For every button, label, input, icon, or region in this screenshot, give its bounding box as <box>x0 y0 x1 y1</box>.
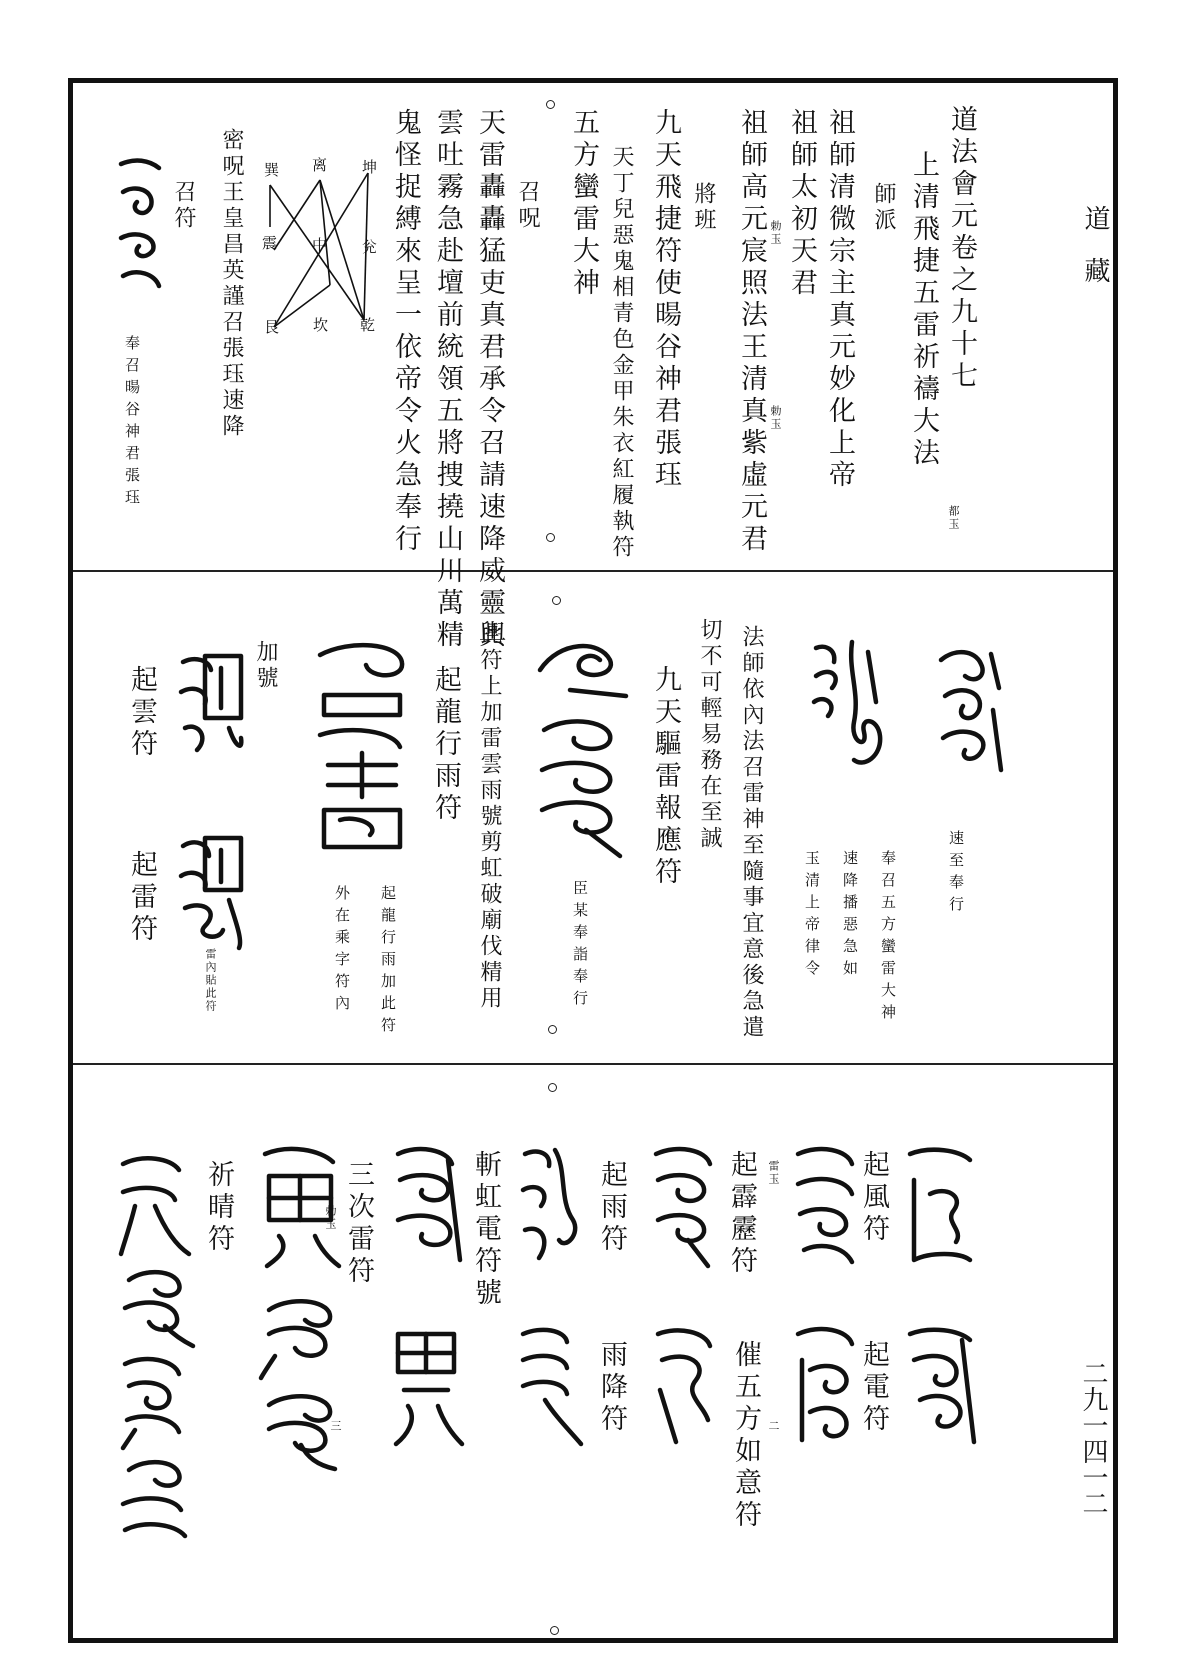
talisman-note: 玉清上帝律令 <box>803 850 821 982</box>
response-note: 臣某奉詣奉行 <box>571 880 589 1012</box>
talisman-glyph-fair-1 <box>115 1150 195 1260</box>
talisman-glyph-response <box>530 630 630 860</box>
talisman-glyph-fair-3 <box>115 1350 195 1450</box>
section-divider-2 <box>73 1063 1113 1065</box>
dharma-instruction: 切不可輕易務在至誠 <box>697 618 722 852</box>
rain-talisman-title: 起雨符 <box>596 1160 627 1256</box>
trigram-diagram <box>240 155 380 355</box>
masters-heading: 師派 <box>871 182 896 234</box>
dragon-note: 外在乘字符內 <box>333 885 351 1017</box>
collection-label: 道 藏 <box>1080 205 1110 283</box>
master-note: 勅玉 <box>769 405 782 431</box>
trigram-li: 离 <box>312 156 328 174</box>
mark-thunder-2: 勅玉 <box>324 1205 337 1231</box>
talisman-glyph-lightning <box>900 1320 980 1450</box>
trigram-gen: 艮 <box>264 318 280 336</box>
talisman-glyph-dragon <box>310 635 410 855</box>
talisman-glyph-rain-2 <box>648 1320 718 1450</box>
mark-two: 二 <box>767 1420 780 1433</box>
binding-dot <box>546 533 555 542</box>
rain-fall-talisman-title: 雨降符 <box>596 1340 627 1436</box>
talisman-glyph-fair-4 <box>115 1450 195 1550</box>
cloud-talisman-title: 起雲符 <box>126 665 157 761</box>
binding-dot <box>548 1083 557 1092</box>
add-heading: 加號 <box>253 640 278 692</box>
incantation-line: 天雷轟轟猛吏真君承令召請速降威靈輿 <box>474 108 505 652</box>
incantation-line: 鬼怪捉縛來呈一依帝令火急奉行 <box>390 108 421 556</box>
binding-dot <box>546 100 555 109</box>
talisman-glyph-rainbow-2 <box>388 1320 468 1450</box>
master-note: 勅玉 <box>769 220 782 246</box>
master-entry: 祖師高元宸照法王清真紫虛元君 <box>736 108 767 556</box>
page-number: 二九一四一二 <box>1078 1360 1108 1516</box>
trigram-kun: 坤 <box>362 158 378 176</box>
thunder-god: 五方蠻雷大神 <box>568 108 599 300</box>
thunder-talisman-title: 起雷符 <box>126 850 157 946</box>
trigram-dui: 兊 <box>362 238 378 256</box>
generals-heading: 將班 <box>691 182 716 234</box>
trigram-qian: 乾 <box>360 316 376 334</box>
method-title: 上清飛捷五雷祈禱大法 <box>908 150 939 470</box>
talisman-glyph-cloud <box>175 648 245 758</box>
fair-weather-title: 祈晴符 <box>203 1160 234 1256</box>
summon-talisman-glyph <box>115 150 165 290</box>
dragon-talisman-title: 起龍行雨符 <box>430 665 461 825</box>
general-description: 天丁兒惡鬼相青色金甲朱衣紅履執符 <box>609 145 634 561</box>
talisman-glyph-sleet <box>790 1140 860 1270</box>
talisman-glyph-rainbow-1 <box>388 1140 468 1270</box>
talisman-note: 速降播惡急如 <box>841 850 859 982</box>
talisman-glyph-rain-3 <box>515 1140 585 1270</box>
talisman-note: 奉召五方蠻雷大神 <box>879 850 897 1026</box>
volume-title: 道法會元卷之九十七 <box>946 105 977 393</box>
binding-dot <box>550 1626 559 1635</box>
dharma-instruction: 法師依內法召雷神至隨事宜意後急遣 <box>739 625 764 1041</box>
talisman-glyph-wish <box>790 1320 860 1450</box>
thunder-note: 雷內貼此符 <box>204 948 217 1013</box>
rainbow-talisman-title: 斬虹電符號 <box>470 1150 501 1310</box>
secret-spell: 密呪王皇昌英謹召張珏速降 <box>219 128 244 440</box>
talisman-glyph-rain-1 <box>648 1140 718 1270</box>
talisman-note: 速至奉行 <box>947 830 965 918</box>
master-note: 都玉 <box>947 505 960 531</box>
trigram-xun: 巽 <box>264 161 280 179</box>
binding-dot <box>552 596 561 605</box>
talisman-glyph-rain-4 <box>515 1320 585 1450</box>
master-entry: 祖師清微宗主真元妙化上帝 <box>824 108 855 492</box>
lightning-talisman-title: 起電符 <box>858 1340 889 1436</box>
talisman-glyph-swift <box>935 640 1005 780</box>
talisman-glyph-triple-1 <box>255 1140 345 1270</box>
triple-thunder-title: 三次雷符 <box>343 1160 374 1288</box>
talisman-glyph-fair-2 <box>115 1260 195 1350</box>
dragon-instruction: 此符上加雷雲雨號剪虹破廟伐精用 <box>477 622 502 1012</box>
summon-talisman-heading: 召符 <box>171 180 196 232</box>
binding-dot <box>548 1025 557 1034</box>
trigram-zhen: 震 <box>262 234 278 252</box>
talisman-glyph-thunder <box>175 830 245 950</box>
wind-talisman-title: 起風符 <box>858 1150 889 1246</box>
general-name: 九天飛捷符使暘谷神君張珏 <box>650 108 681 492</box>
master-entry: 祖師太初天君 <box>786 108 817 300</box>
response-talisman-title: 九天驅雷報應符 <box>650 665 681 889</box>
incantation-line: 雲吐霧急赴壇前統領五將捜撓山川萬精 <box>432 108 463 652</box>
section-divider-1 <box>73 570 1113 572</box>
sleet-talisman-title: 起霹靂符 <box>726 1150 757 1278</box>
talisman-glyph-triple-3 <box>255 1385 345 1475</box>
talisman-glyph-triple-2 <box>255 1290 345 1380</box>
summon-note: 奉召暘谷神君張珏 <box>123 335 141 511</box>
mark-thunder: 雷玉 <box>767 1160 780 1186</box>
trigram-center: 中 <box>312 236 328 254</box>
talisman-glyph-wind <box>900 1140 980 1270</box>
wish-talisman-title: 催五方如意符 <box>730 1340 761 1532</box>
mark-three: 三 <box>329 1420 342 1433</box>
talisman-glyph-five-thunder <box>808 632 888 782</box>
dragon-note: 起龍行雨加此符 <box>379 885 397 1039</box>
trigram-kan: 坎 <box>313 316 329 334</box>
incantation-heading: 召呪 <box>515 180 540 232</box>
